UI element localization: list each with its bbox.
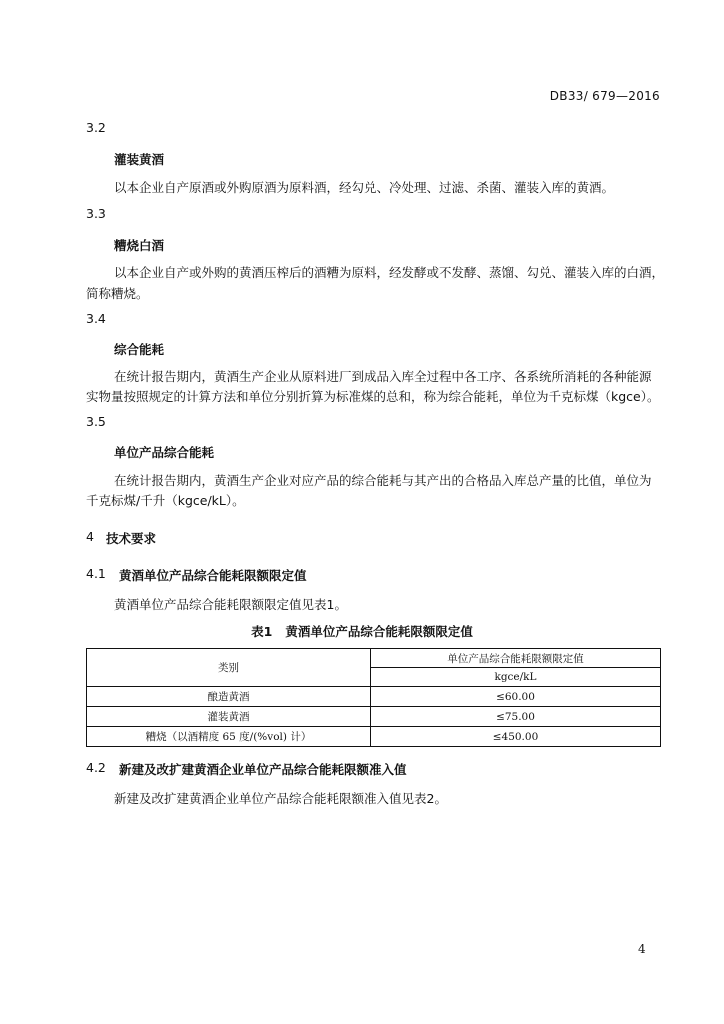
section-number-3-4: 3.4 [86, 311, 106, 326]
table-cell-value: ≤75.00 [371, 707, 661, 727]
table-row [87, 727, 661, 747]
section-number-3-2: 3.2 [86, 120, 106, 135]
section-number-4-1: 4.1 [86, 566, 106, 581]
document-code: DB33/ 679—2016 [549, 89, 660, 103]
definition-3-4-line-2: 实物量按照规定的计算方法和单位分别折算为标准煤的总和，称为综合能耗，单位为千克标煤（kgce）。 [86, 389, 660, 404]
table-header-unit: kgce/kL [371, 668, 661, 687]
section-4-2-text: 新建及改扩建黄酒企业单位产品综合能耗限额准入值见表2。 [114, 791, 447, 806]
table-1-caption-label: 表1 [251, 624, 273, 639]
term-title-3-2: 灌装黄酒 [114, 152, 165, 167]
section-number-3-3: 3.3 [86, 206, 106, 221]
table-cell-category: 灌装黄酒 [87, 707, 371, 727]
definition-3-4-line-1: 在统计报告期内，黄酒生产企业从原料进厂到成品入库全过程中各工序、各系统所消耗的各种能源 [114, 369, 652, 384]
section-title-4-2: 新建及改扩建黄酒企业单位产品综合能耗限额准入值 [119, 762, 407, 777]
definition-3-2-line-1: 以本企业自产原酒或外购原酒为原料酒，经勾兑、冷处理、过滤、杀菌、灌装入库的黄酒。 [114, 180, 615, 195]
table-cell-value: ≤450.00 [371, 727, 661, 747]
section-number-4-2: 4.2 [86, 760, 106, 775]
table-cell-category: 酿造黄酒 [87, 687, 371, 707]
term-title-3-5: 单位产品综合能耗 [114, 445, 215, 460]
table-header-category: 类别 [87, 649, 371, 687]
table-1-caption-title: 黄酒单位产品综合能耗限额限定值 [285, 624, 473, 639]
page-number: 4 [638, 942, 646, 956]
energy-limit-table [86, 648, 661, 747]
table-row [87, 707, 661, 727]
definition-3-3-line-1: 以本企业自产或外购的黄酒压榨后的酒糟为原料，经发酵或不发酵、蒸馏、勾兑、灌装入库的白酒， [114, 265, 665, 280]
section-number-3-5: 3.5 [86, 414, 106, 429]
definition-3-5-line-2: 千克标煤/千升（kgce/kL）。 [86, 493, 245, 508]
term-title-3-4: 综合能耗 [114, 342, 165, 357]
definition-3-5-line-1: 在统计报告期内，黄酒生产企业对应产品的综合能耗与其产出的合格品入库总产量的比值，单位为 [114, 473, 652, 488]
term-title-3-3: 糟烧白酒 [114, 238, 165, 253]
table-1-caption [0, 622, 724, 640]
definition-3-3-line-2: 简称糟烧。 [86, 286, 149, 301]
section-title-4-1: 黄酒单位产品综合能耗限额限定值 [119, 568, 307, 583]
section-number-4: 4 [86, 529, 94, 544]
section-4-1-text: 黄酒单位产品综合能耗限额限定值见表1。 [114, 597, 347, 612]
table-cell-category: 糟烧（以酒精度 65 度/(%vol) 计） [87, 727, 371, 747]
section-title-4: 技术要求 [106, 531, 157, 546]
table-header-limit: 单位产品综合能耗限额限定值 [371, 649, 661, 668]
table-row [87, 687, 661, 707]
table-cell-value: ≤60.00 [371, 687, 661, 707]
